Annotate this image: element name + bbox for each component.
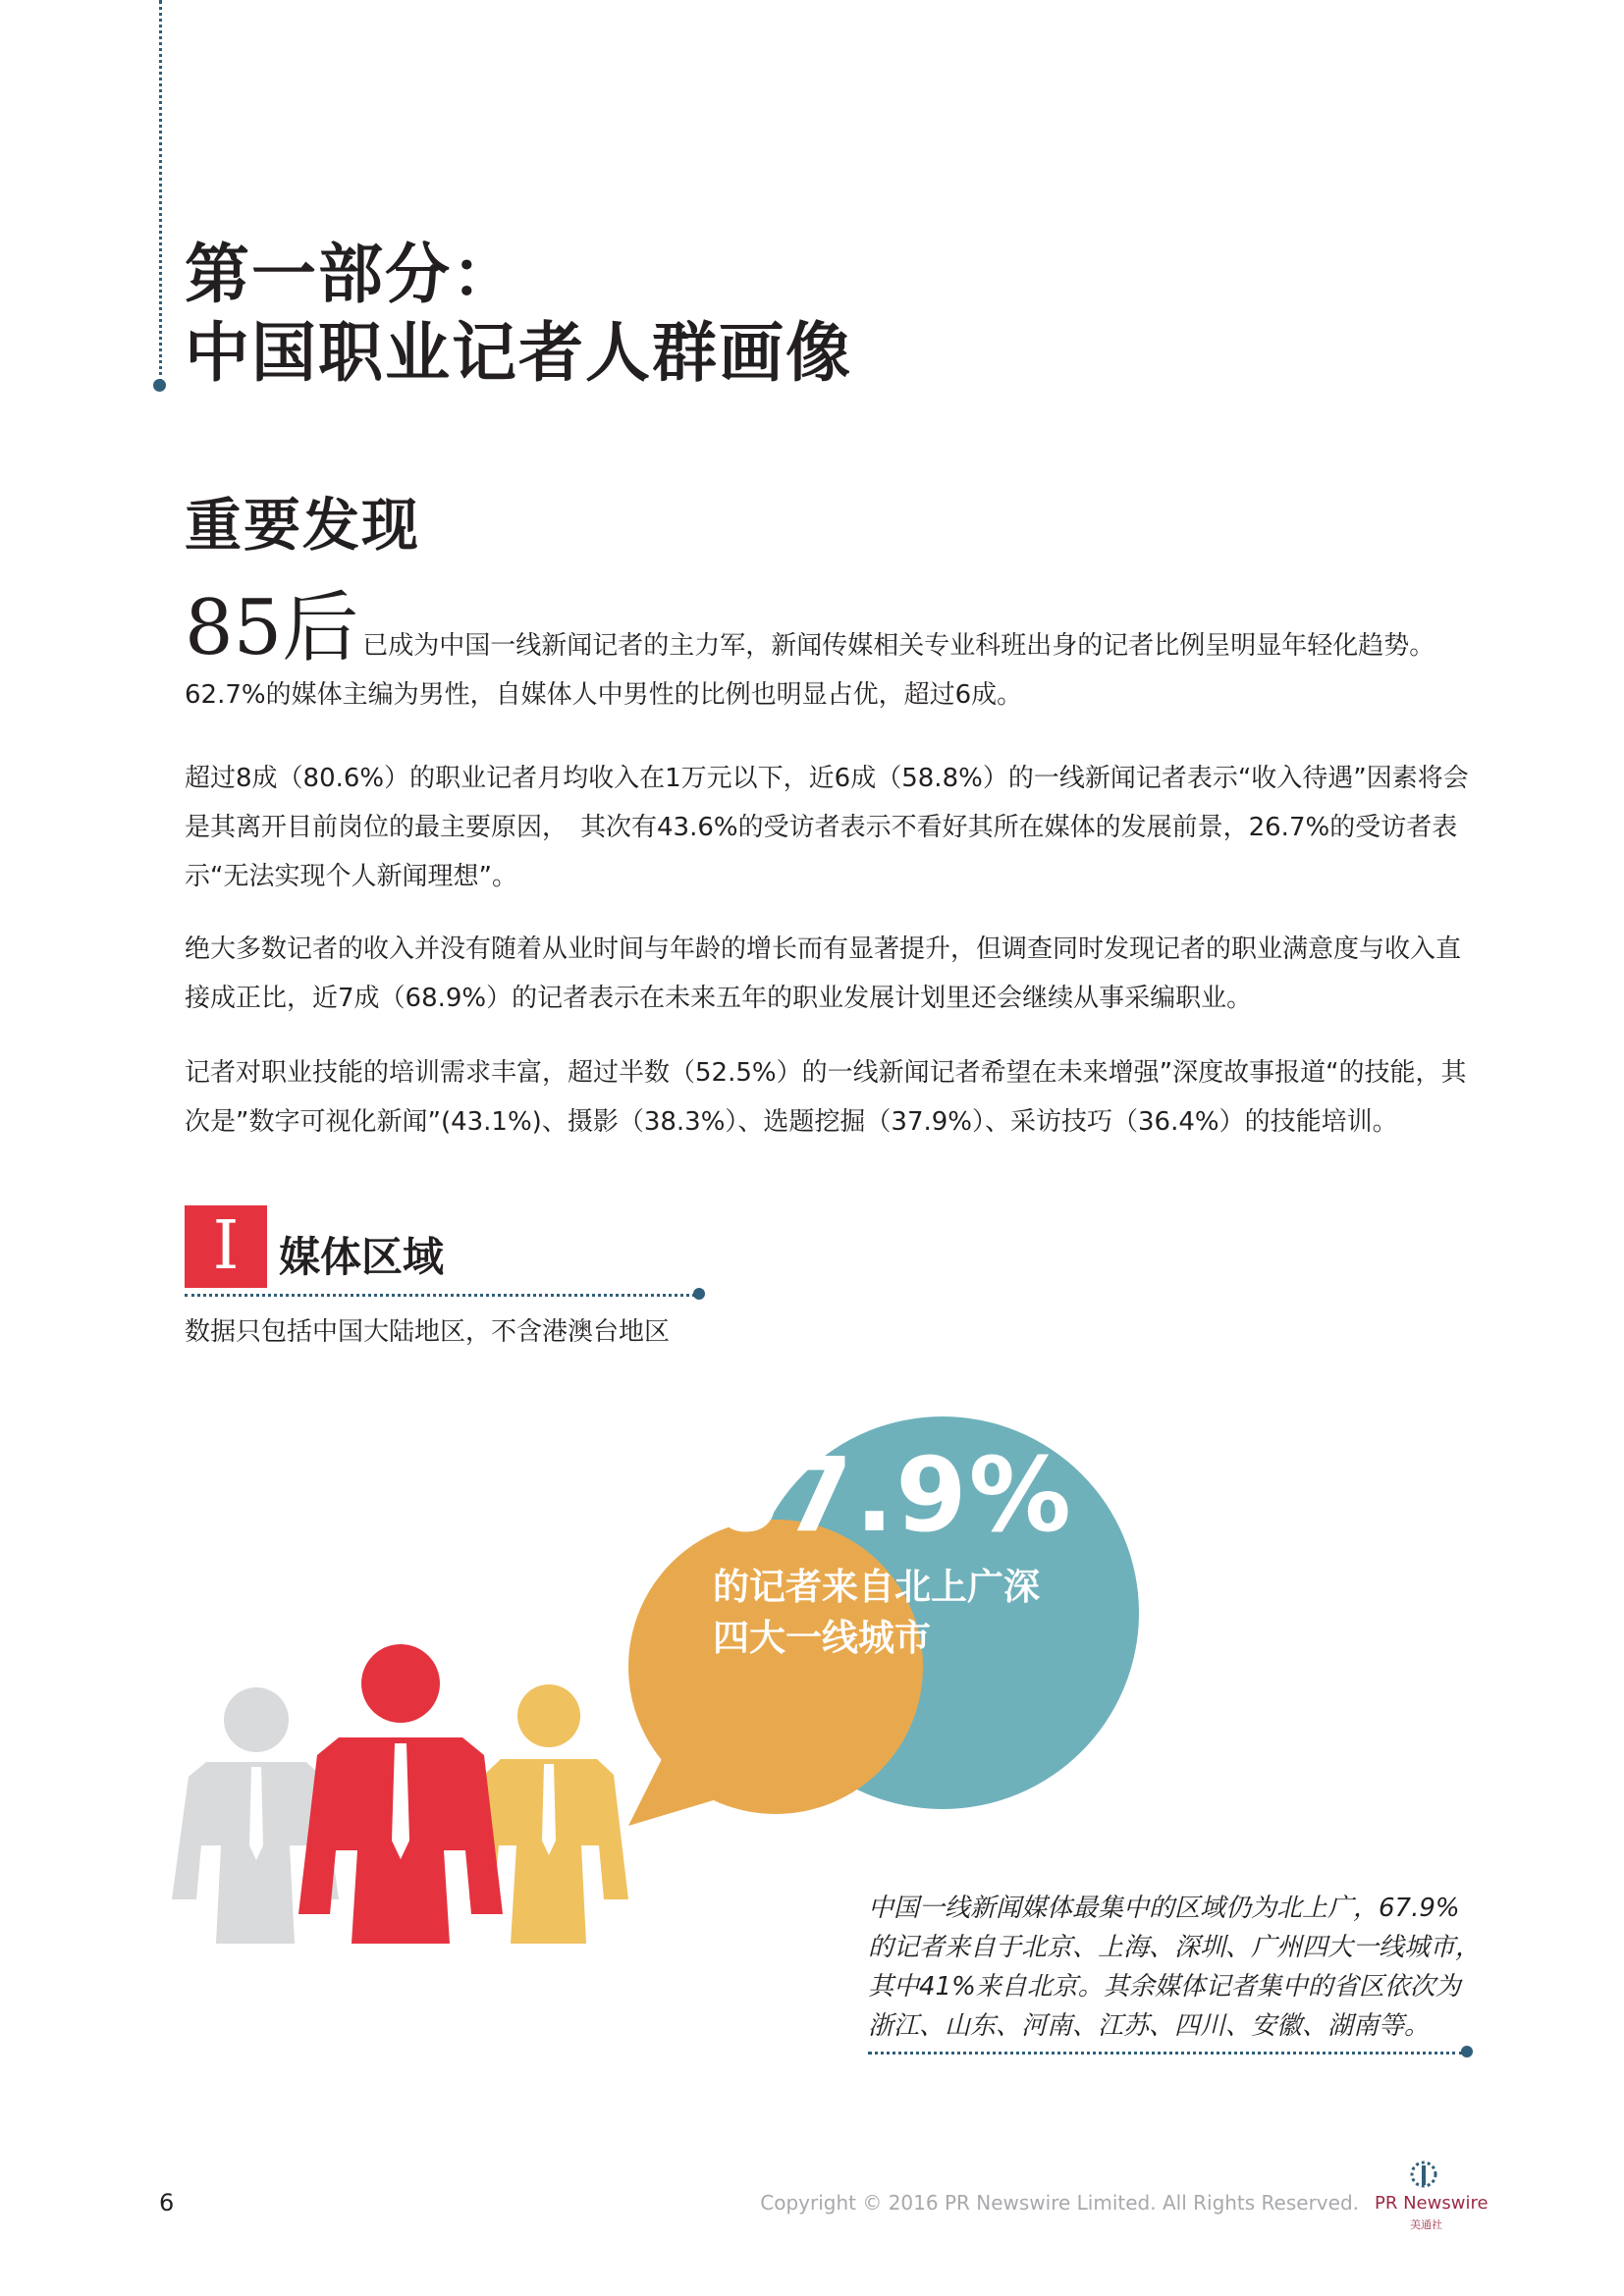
part-title-line1: 第一部分： bbox=[185, 237, 518, 312]
section-numeral-badge: I bbox=[185, 1205, 267, 1288]
rule-end-dot bbox=[153, 379, 166, 392]
part-title-line2: 中国职业记者人群画像 bbox=[185, 315, 852, 391]
region-caption: 中国一线新闻媒体最集中的区域仍为北上广，67.9%的记者来自于北京、上海、深圳、广州四大一线城市，其中41%来自北京。其余媒体记者集中的省区依次为浙江、山东、河南、江苏、四川、安徽、湖南等。 bbox=[868, 1894, 1482, 2041]
logo-subtext: 美通社 bbox=[1410, 2218, 1442, 2231]
section-rule-dot bbox=[693, 1288, 705, 1300]
copyright-text: Copyright © 2016 PR Newswire Limited. All Rights Reserved. bbox=[760, 2191, 1359, 2215]
finding-paragraph-4: 记者对职业技能的培训需求丰富，超过半数（52.5%）的一线新闻记者希望在未来增强”深度故事报道“的技能，其次是”数字可视化新闻”(43.1%)、摄影（38.3%）、选题挖掘（37.9%）、采访技巧（36.4%）的技能培训。 bbox=[185, 1058, 1467, 1137]
finding-85-highlight: 85后 bbox=[185, 584, 359, 672]
journalists-illustration bbox=[157, 1335, 1159, 1944]
finding-paragraph-3: 绝大多数记者的收入并没有随着从业时间与年龄的增长而有显著提升，但调查同时发现记者的职业满意度与收入直接成正比，近7成（68.9%）的记者表示在未来五年的职业发展计划里还会继续从事采编职业。 bbox=[185, 934, 1462, 1013]
section-dotted-rule bbox=[185, 1294, 695, 1297]
vertical-dotted-rule bbox=[159, 0, 162, 383]
logo-text: PR Newswire bbox=[1375, 2193, 1489, 2214]
stat-percentage: 67.9% bbox=[709, 1435, 1073, 1555]
finding-paragraph-2: 超过8成（80.6%）的职业记者月均收入在1万元以下，近6成（58.8%）的一线新闻记者表示“收入待遇”因素将会是其离开目前岗位的最主要原因， 其次有43.6%的受访者表示不看好其所在媒体的发展前景，26.7%的受访者表示“无法实现个人新闻理想”。 bbox=[185, 764, 1469, 891]
stat-label-line1: 的记者来自北上广深 bbox=[713, 1566, 1040, 1608]
page-number: 6 bbox=[159, 2189, 175, 2216]
section-note: 数据只包括中国大陆地区，不含港澳台地区 bbox=[185, 1317, 671, 1347]
finding-paragraph-1-text: 已成为中国一线新闻记者的主力军，新闻传媒相关专业科班出身的记者比例呈明显年轻化趋势。62.7%的媒体主编为男性，自媒体人中男性的比例也明显占优，超过6成。 bbox=[185, 631, 1435, 710]
stat-label-line2: 四大一线城市 bbox=[713, 1617, 931, 1659]
person-figure-icon bbox=[298, 1644, 503, 1944]
pr-newswire-logo-icon bbox=[1408, 2160, 1439, 2189]
caption-rule-dot bbox=[1461, 2046, 1473, 2057]
part-title bbox=[185, 236, 852, 393]
section-title: 媒体区域 bbox=[279, 1233, 445, 1281]
caption-dotted-rule bbox=[868, 2052, 1463, 2055]
finding-paragraph-1 bbox=[185, 584, 1481, 720]
key-findings-heading: 重要发现 bbox=[185, 492, 421, 559]
